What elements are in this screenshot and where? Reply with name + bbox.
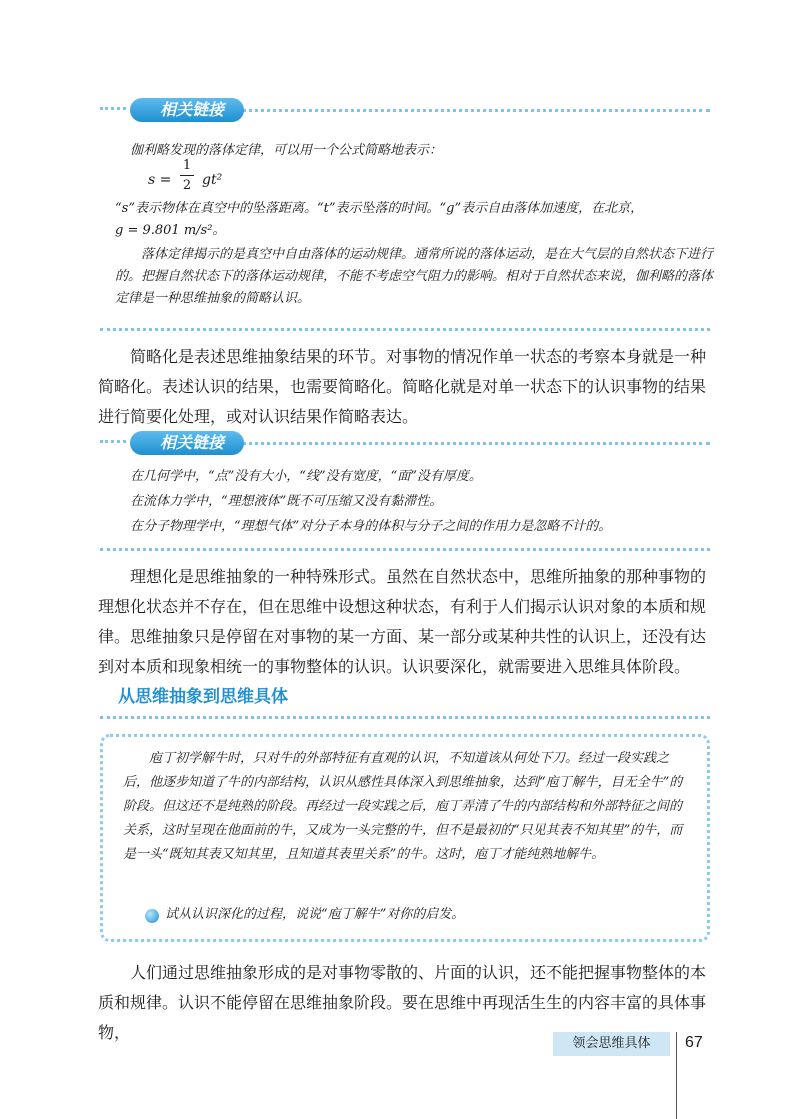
fraction-bar [180,175,194,176]
link1-p2: 落体定律揭示的是真空中自由落体的运动规律。通常所说的落体运动，是在大气层的自然状态下进行的。把握自然状态下的落体运动规律，不能不考虑空气阻力的影响。相对于自然状态来说，伽利略的落体定律是一种思维抽象的简略认识。 [115,247,714,306]
story-text: 庖丁初学解牛时，只对牛的外部特征有直观的认识，不知道该从何处下刀。经过一段实践之后，他逐步知道了牛的内部结构，认识从感性具体深入到思维抽象，达到“庖丁解牛，目无全牛”的阶段。但这还不是纯熟的阶段。再经过一段实践之后，庖丁弄清了牛的内部结构和外部特征之间的关系，这时呈现在他面前的牛，又成为一头完整的牛，但不是最初的“只见其表不知其里”的牛，而是一头“既知其表又知其里，且知道其表里关系”的牛。这时，庖丁才能纯熟地解牛。 [123,751,683,862]
footer-divider [676,1032,677,1119]
link2-line-3: 在分子物理学中，“理想气体”对分子本身的体积与分子之间的作用力是忽略不计的。 [130,519,612,534]
dotted-rule-bottom-2 [100,548,710,551]
question-text: 试从认识深化的过程，说说“庖丁解牛”对你的启发。 [165,907,465,922]
paragraph-abstraction-limit: 思维抽象只是停留在对事物的某一方面、某一部分或某种共性的认识上，还没有达到对本质和现象相统一的事物整体的认识。认识要深化，就需要进入思维具体阶段。 [98,627,707,676]
dotted-lead [100,107,126,114]
link1-p1: “s”表示物体在真空中的坠落距离。“t”表示坠落的时间。“g”表示自由落体加速度，在北京， [115,201,644,216]
formula-fraction [180,158,194,193]
story-box [100,734,710,942]
question-icon [145,909,159,923]
paragraph-conclusion: 人们通过思维抽象形成的是对事物零散的、片面的认识，还不能把握事物整体的本质和规律。认识不能停留在思维抽象阶段。要在思维中再现活生生的内容丰富的具体事物， [98,963,707,1042]
paragraph-idealization: 理想化是思维抽象的一种特殊形式。虽然在自然状态中，思维所抽象的那种事物的理想化状态并不存在，但在思维中设想这种状态，有利于人们揭示认识对象的本质和规律。 [98,567,707,646]
footer-section-label: 领会思维具体 [553,1032,670,1056]
link2-line-2: 在流体力学中，“理想液体”既不可压缩又没有黏滞性。 [130,494,443,509]
fraction-denominator: 2 [182,178,192,193]
link1-intro: 伽利略发现的落体定律，可以用一个公式简略地表示： [130,143,443,158]
formula-rhs: gt² [202,172,223,188]
related-link-label: 相关链接 [160,100,225,119]
page-number: 67 [685,1034,703,1051]
formula-lhs: s = [148,172,172,188]
dotted-rule-top-2 [230,442,710,445]
paragraph-simplification: 简略化是表述思维抽象结果的环节。对事物的情况作单一状态的考察本身就是一种简略化。表述认识的结果，也需要简略化。简略化就是对单一状态下的认识事物的结果进行简要化处理，或对认识结果作简略表达。 [98,347,707,426]
dotted-rule-heading [100,716,710,719]
dotted-lead [100,440,126,447]
related-link-tag-1 [130,98,244,122]
related-link-label: 相关链接 [160,433,225,452]
related-link-tag-2 [130,431,244,455]
dotted-rule-top-1 [230,109,710,112]
fraction-numerator: 1 [182,158,192,173]
section-heading: 从思维抽象到思维具体 [118,687,288,707]
dotted-rule-bottom-1 [100,328,710,331]
link2-line-1: 在几何学中，“点”没有大小，“线”没有宽度，“面”没有厚度。 [130,469,482,484]
link1-p1b: g = 9.801 m/s²。 [115,223,226,238]
